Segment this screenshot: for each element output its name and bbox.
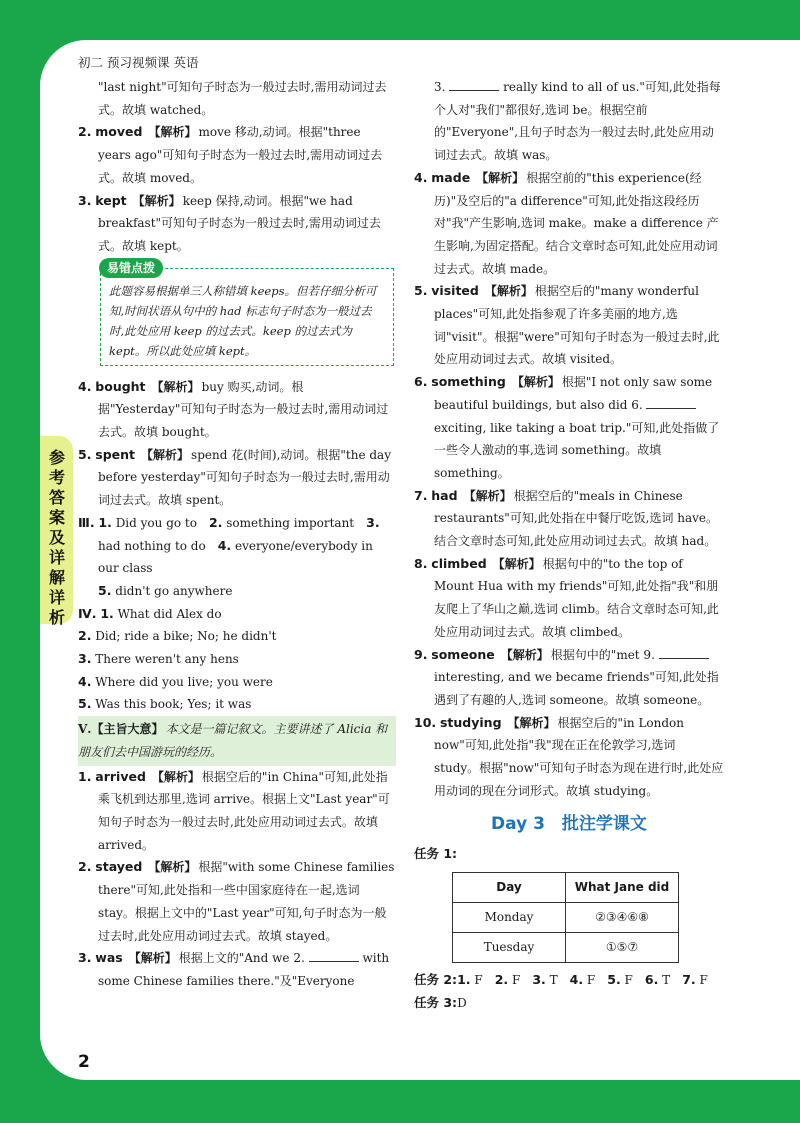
- task-1-label: 任务 1:: [414, 846, 458, 862]
- side-tab: [40, 436, 73, 627]
- s5-answer-4: 4. made 【解析】 根据空前的"this experience(经历)"及空后的"a difference"可知,此处指这段经历对"我"产生影响,选词 make。make a difference 产生影响,为固定搭配。结合文章时态可知,此处应用动词过去式。故填 made。: [414, 169, 719, 276]
- table-row: [453, 932, 679, 962]
- table-row: [453, 902, 679, 932]
- table-header-row: [453, 872, 679, 902]
- answer-3: 3. kept 【解析】 keep 保持,动词。根据"we had breakfast"可知句子时态为一般过去时,需用动词过去式。故填 kept。: [78, 192, 381, 253]
- blank-line: [659, 648, 709, 659]
- table-cell: ②③④⑥⑧: [566, 902, 679, 932]
- section-4-item: 5. Was this book; Yes; it was: [78, 696, 252, 712]
- page-number: 2: [78, 1052, 90, 1072]
- left-column: [78, 76, 396, 993]
- s5-answer-6: 6. something 【解析】 根据"I not only saw some beautiful buildings, but also did 6. exciting, like taking a boat trip."可知,此处指做了一些令人激动的事,选词 something。故填 something。: [414, 374, 720, 480]
- table-cell: ①⑤⑦: [566, 932, 679, 962]
- s5-answer-10: 10. studying 【解析】 根据空后的"in London now"可知,此处指"我"现在正在伦敦学习,选词 study。根据"now"可知句子时态为现在进行时,此处应用动词的现在分词形式。故填 studying。: [414, 714, 724, 798]
- task-3-answer: 任务 3:D: [414, 994, 467, 1010]
- s5-answer-7: 7. had 【解析】 根据空后的"meals in Chinese restaurants"可知,此处指在中餐厅吃饭,选词 have。结合文章时态可知,此处应用动词过去式。故填 had。: [414, 487, 719, 549]
- answer-5: 5. spent 【解析】 spend 花(时间),动词。根据"the day before yesterday"可知句子时态为一般过去时,需用动词过去式。故填 spent。: [78, 446, 391, 508]
- blank-line: [309, 951, 359, 962]
- page-header: 初二 预习视频课 英语: [78, 55, 199, 70]
- section-4-item: 2. Did; ride a bike; No; he didn't: [78, 628, 277, 644]
- section-4-item: Ⅳ. 1. What did Alex do: [78, 605, 222, 621]
- table-header-day: Day: [453, 872, 566, 902]
- answer-2: 2. moved 【解析】 move 移动,动词。根据"three years ago"可知句子时态为一般过去时,需用动词过去式。故填 moved。: [78, 124, 383, 185]
- error-tip-text: 此题容易根据单三人称错填 keeps。但若仔细分析可知,时间状语从句中的 had 标志句子时态为一般过去时,此处应用 keep 的过去式。keep 的过去式为 kept。所以此处应填 kept。: [109, 283, 377, 358]
- table-cell: Tuesday: [453, 932, 566, 962]
- section-3: Ⅲ. 1. Did you go to 2. something important 3. had nothing to do 4. everyone/everybody in our class 5. didn't go anywhere: [78, 514, 380, 598]
- s5-answer-5: 5. visited 【解析】 根据空后的"many wonderful places"可知,此处指参观了许多美丽的地方,选词"visit"。根据"were"可知句子时态为一般过去时,此处应用动词过去式。故填 visited。: [414, 283, 720, 367]
- error-tip-label: 易错点拨: [99, 258, 163, 278]
- section-4-item: 3. There weren't any hens: [78, 651, 239, 667]
- s5-answer-8: 8. climbed 【解析】 根据句中的"to the top of Mount Hua with my friends"可知,此处指"我"和朋友爬上了华山之巅,选词 climb。结合文章时态可知,此处应用动词过去式。故填 climbed。: [414, 555, 719, 639]
- answer-1-continued: "last night"可知句子时态为一般过去时,需用动词过去式。故填 watched。: [98, 80, 387, 117]
- blank-line: [646, 398, 696, 409]
- s5-answer-1: 1. arrived 【解析】 根据空后的"in China"可知,此处指乘飞机到达那里,选词 arrive。根据上文"Last year"可知句子时态为一般过去时,此处应用动词过去式。故填 arrived。: [78, 768, 390, 852]
- s5-answer-2: 2. stayed 【解析】 根据"with some Chinese families there"可知,此处指和一些中国家庭待在一起,选词 stay。根据上文中的"Last year"可知,句子时态为一般过去时,此处应用动词过去式。故填 stayed。: [78, 859, 395, 943]
- page: [40, 40, 800, 1080]
- blank-line: [449, 80, 499, 91]
- table-header-what: What Jane did: [566, 872, 679, 902]
- day-3-title: Day 3 批注学课文: [491, 813, 647, 834]
- task-2-answers: 任务 2:1. F 2. F 3. T 4. F 5. F 6. T 7. F: [414, 971, 708, 987]
- s5-answer-3-continued: 3. really kind to all of us."可知,此处指每个人对"我们"都很好,选词 be。根据空前的"Everyone",且句子时态为一般过去时,此处应用动词过去式。故填 was。: [434, 80, 721, 163]
- table-cell: Monday: [453, 902, 566, 932]
- s5-answer-9: 9. someone 【解析】 根据句中的"met 9. interesting, and we became friends"可知,此处指遇到了有趣的人,选词 someone。故填 someone。: [414, 646, 719, 707]
- right-column: [414, 76, 724, 1014]
- s5-answer-3: 3. was 【解析】 根据上文的"And we 2. with some Chinese families there."及"Everyone: [78, 950, 390, 988]
- jane-table: [452, 872, 679, 963]
- section-4-item: 4. Where did you live; you were: [78, 673, 273, 689]
- error-tip-box: [100, 260, 394, 366]
- answer-4: 4. bought 【解析】 buy 购买,动词。根据"Yesterday"可知句子时态为一般过去时,需用动词过去式。故填 bought。: [78, 378, 389, 440]
- side-tab-label: 参考答案及详解详析: [48, 448, 65, 627]
- section-5-summary: Ⅴ.【主旨大意】 本文是一篇记叙文。主要讲述了 Alicia 和朋友们去中国游玩的经历。: [78, 716, 396, 765]
